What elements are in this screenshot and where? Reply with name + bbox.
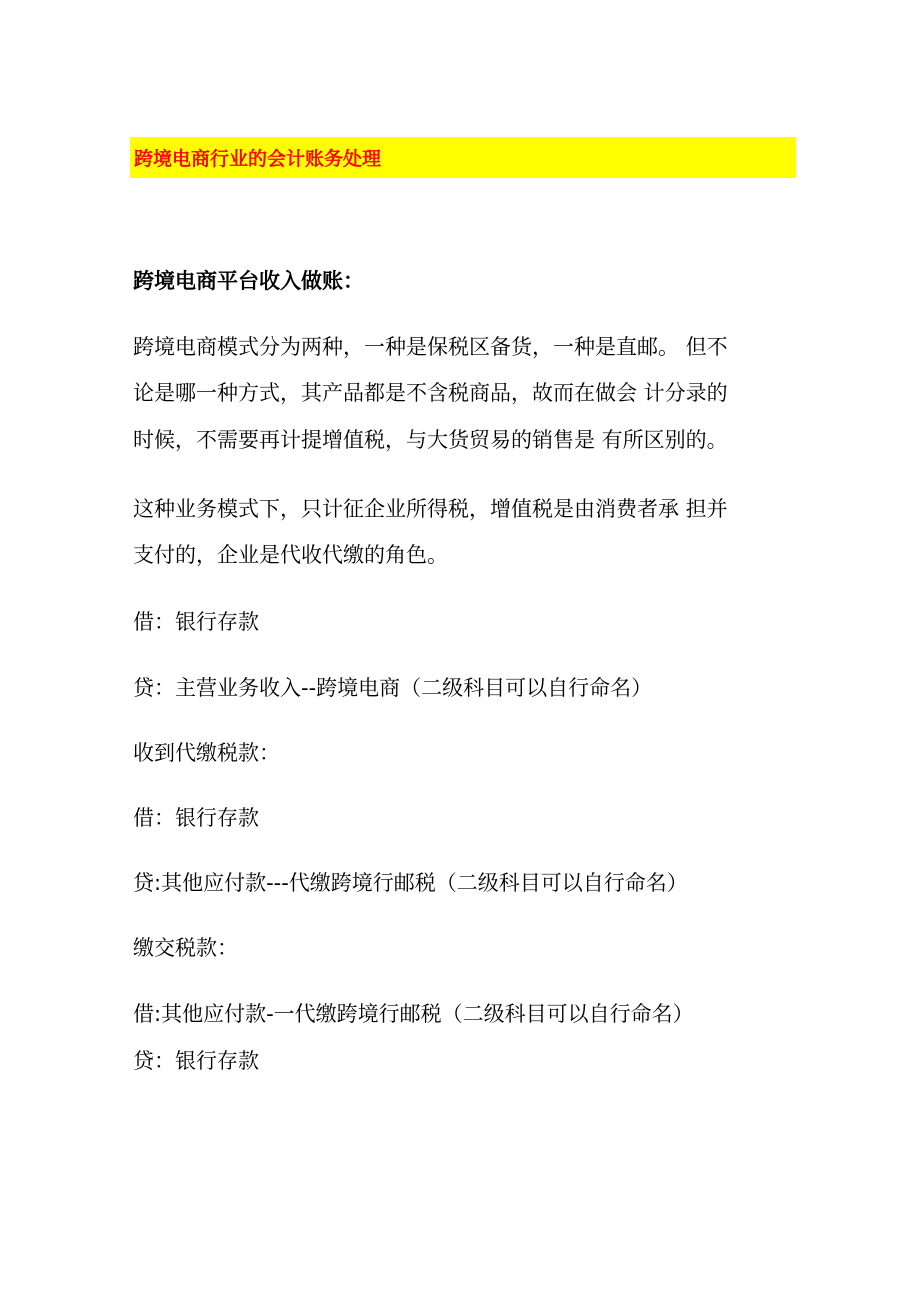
entry-3-credit: 贷：银行存款 (133, 1049, 259, 1073)
paragraph-1-line-2: 论是哪一种方式，其产品都是不含税商品，故而在做会 计分录的 (133, 381, 728, 405)
paragraph-1-line-3: 时候，不需要再计提增值税，与大货贸易的销售是 有所区别的。 (133, 428, 728, 452)
document-title: 跨境电商行业的会计账务处理 (134, 148, 382, 170)
paragraph-2-line-1: 这种业务模式下，只计征企业所得税，增值税是由消费者承 担并 (133, 497, 728, 521)
section-heading-tax-received: 收到代缴税款： (133, 741, 280, 765)
title-highlight (130, 137, 796, 178)
paragraph-2-line-2: 支付的，企业是代收代缴的角色。 (133, 543, 448, 567)
entry-1-credit: 贷：主营业务收入--跨境电商（二级科目可以自行命名） (133, 676, 653, 700)
entry-3-debit: 借:其他应付款-一代缴跨境行邮税（二级科目可以自行命名） (133, 1002, 694, 1026)
paragraph-1-line-1: 跨境电商模式分为两种，一种是保税区备货，一种是直邮。 但不 (133, 335, 728, 359)
section-heading-revenue: 跨境电商平台收入做账： (133, 269, 364, 293)
entry-2-credit: 贷:其他应付款---代缴跨境行邮税（二级科目可以自行命名） (133, 871, 688, 895)
section-heading-tax-payment: 缴交税款： (133, 936, 238, 960)
entry-1-debit: 借：银行存款 (133, 610, 259, 634)
entry-2-debit: 借：银行存款 (133, 806, 259, 830)
